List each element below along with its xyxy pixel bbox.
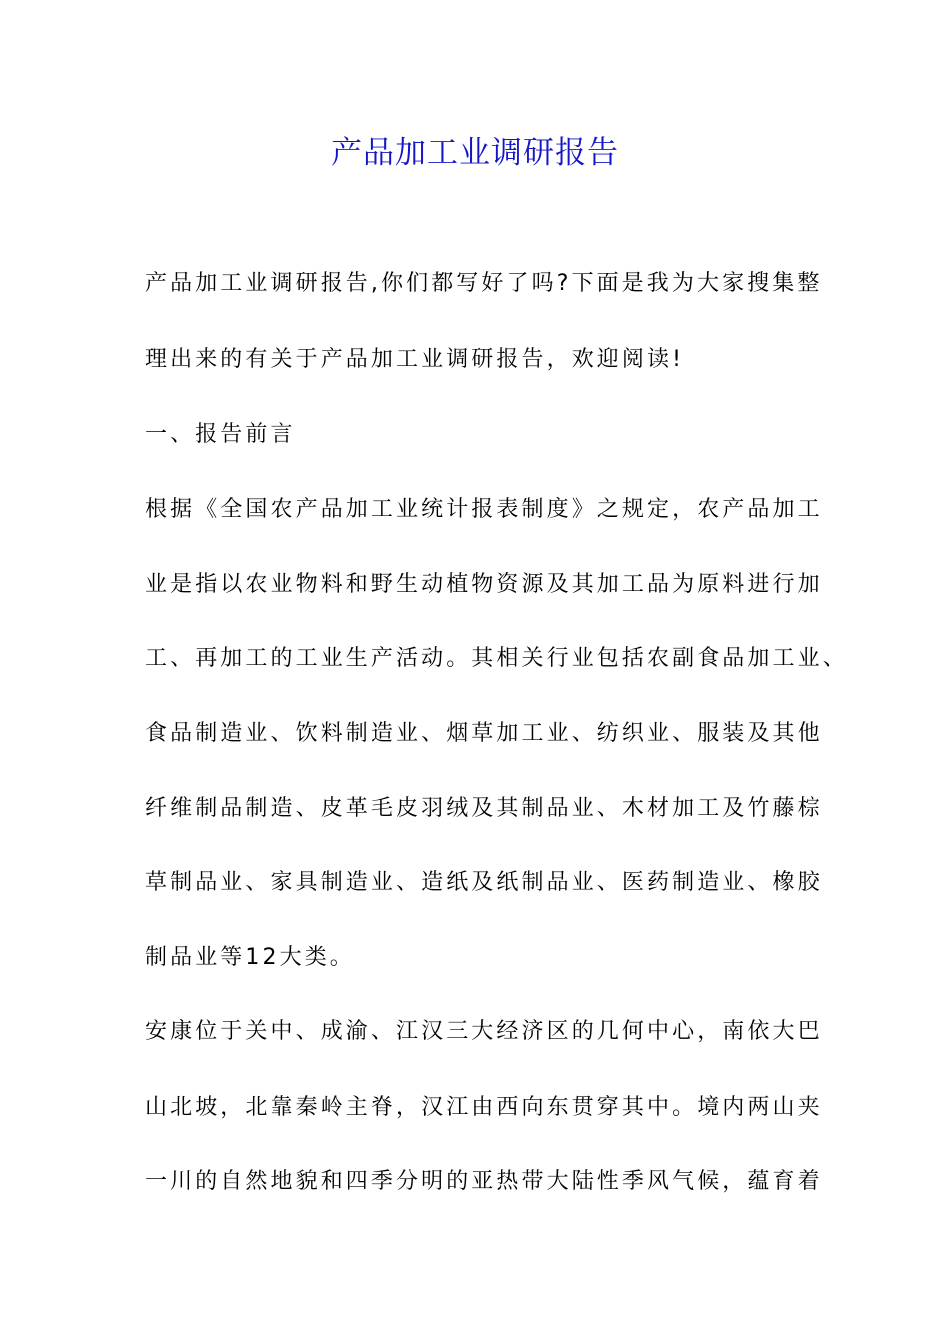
text-line: 食品制造业、饮料制造业、烟草加工业、纺织业、服装及其他: [145, 721, 823, 746]
text-line: 理出来的有关于产品加工业调研报告，欢迎阅读!: [145, 347, 685, 372]
text-line: 草制品业、家具制造业、造纸及纸制品业、医药制造业、橡胶: [145, 870, 823, 895]
text-line: 纤维制品制造、皮革毛皮羽绒及其制品业、木材加工及竹藤棕: [145, 796, 823, 821]
text-line: 工、再加工的工业生产活动。其相关行业包括农副食品加工业、: [145, 646, 848, 671]
section-heading: 一、报告前言: [145, 422, 296, 447]
text-line: 产品加工业调研报告,你们都写好了吗?下面是我为大家搜集整: [145, 271, 823, 296]
text-line: 根据《全国农产品加工业统计报表制度》之规定，农产品加工: [145, 497, 823, 522]
text-line: 山北坡，北靠秦岭主脊，汉江由西向东贯穿其中。境内两山夹: [145, 1095, 823, 1120]
text-line: 一川的自然地貌和四季分明的亚热带大陆性季风气候，蕴育着: [145, 1169, 823, 1194]
text-line: 制品业等12大类。: [145, 945, 355, 970]
text-line: 业是指以农业物料和野生动植物资源及其加工品为原料进行加: [145, 572, 823, 597]
text-line: 安康位于关中、成渝、江汉三大经济区的几何中心，南依大巴: [145, 1019, 823, 1044]
document-title: 产品加工业调研报告: [331, 135, 619, 171]
